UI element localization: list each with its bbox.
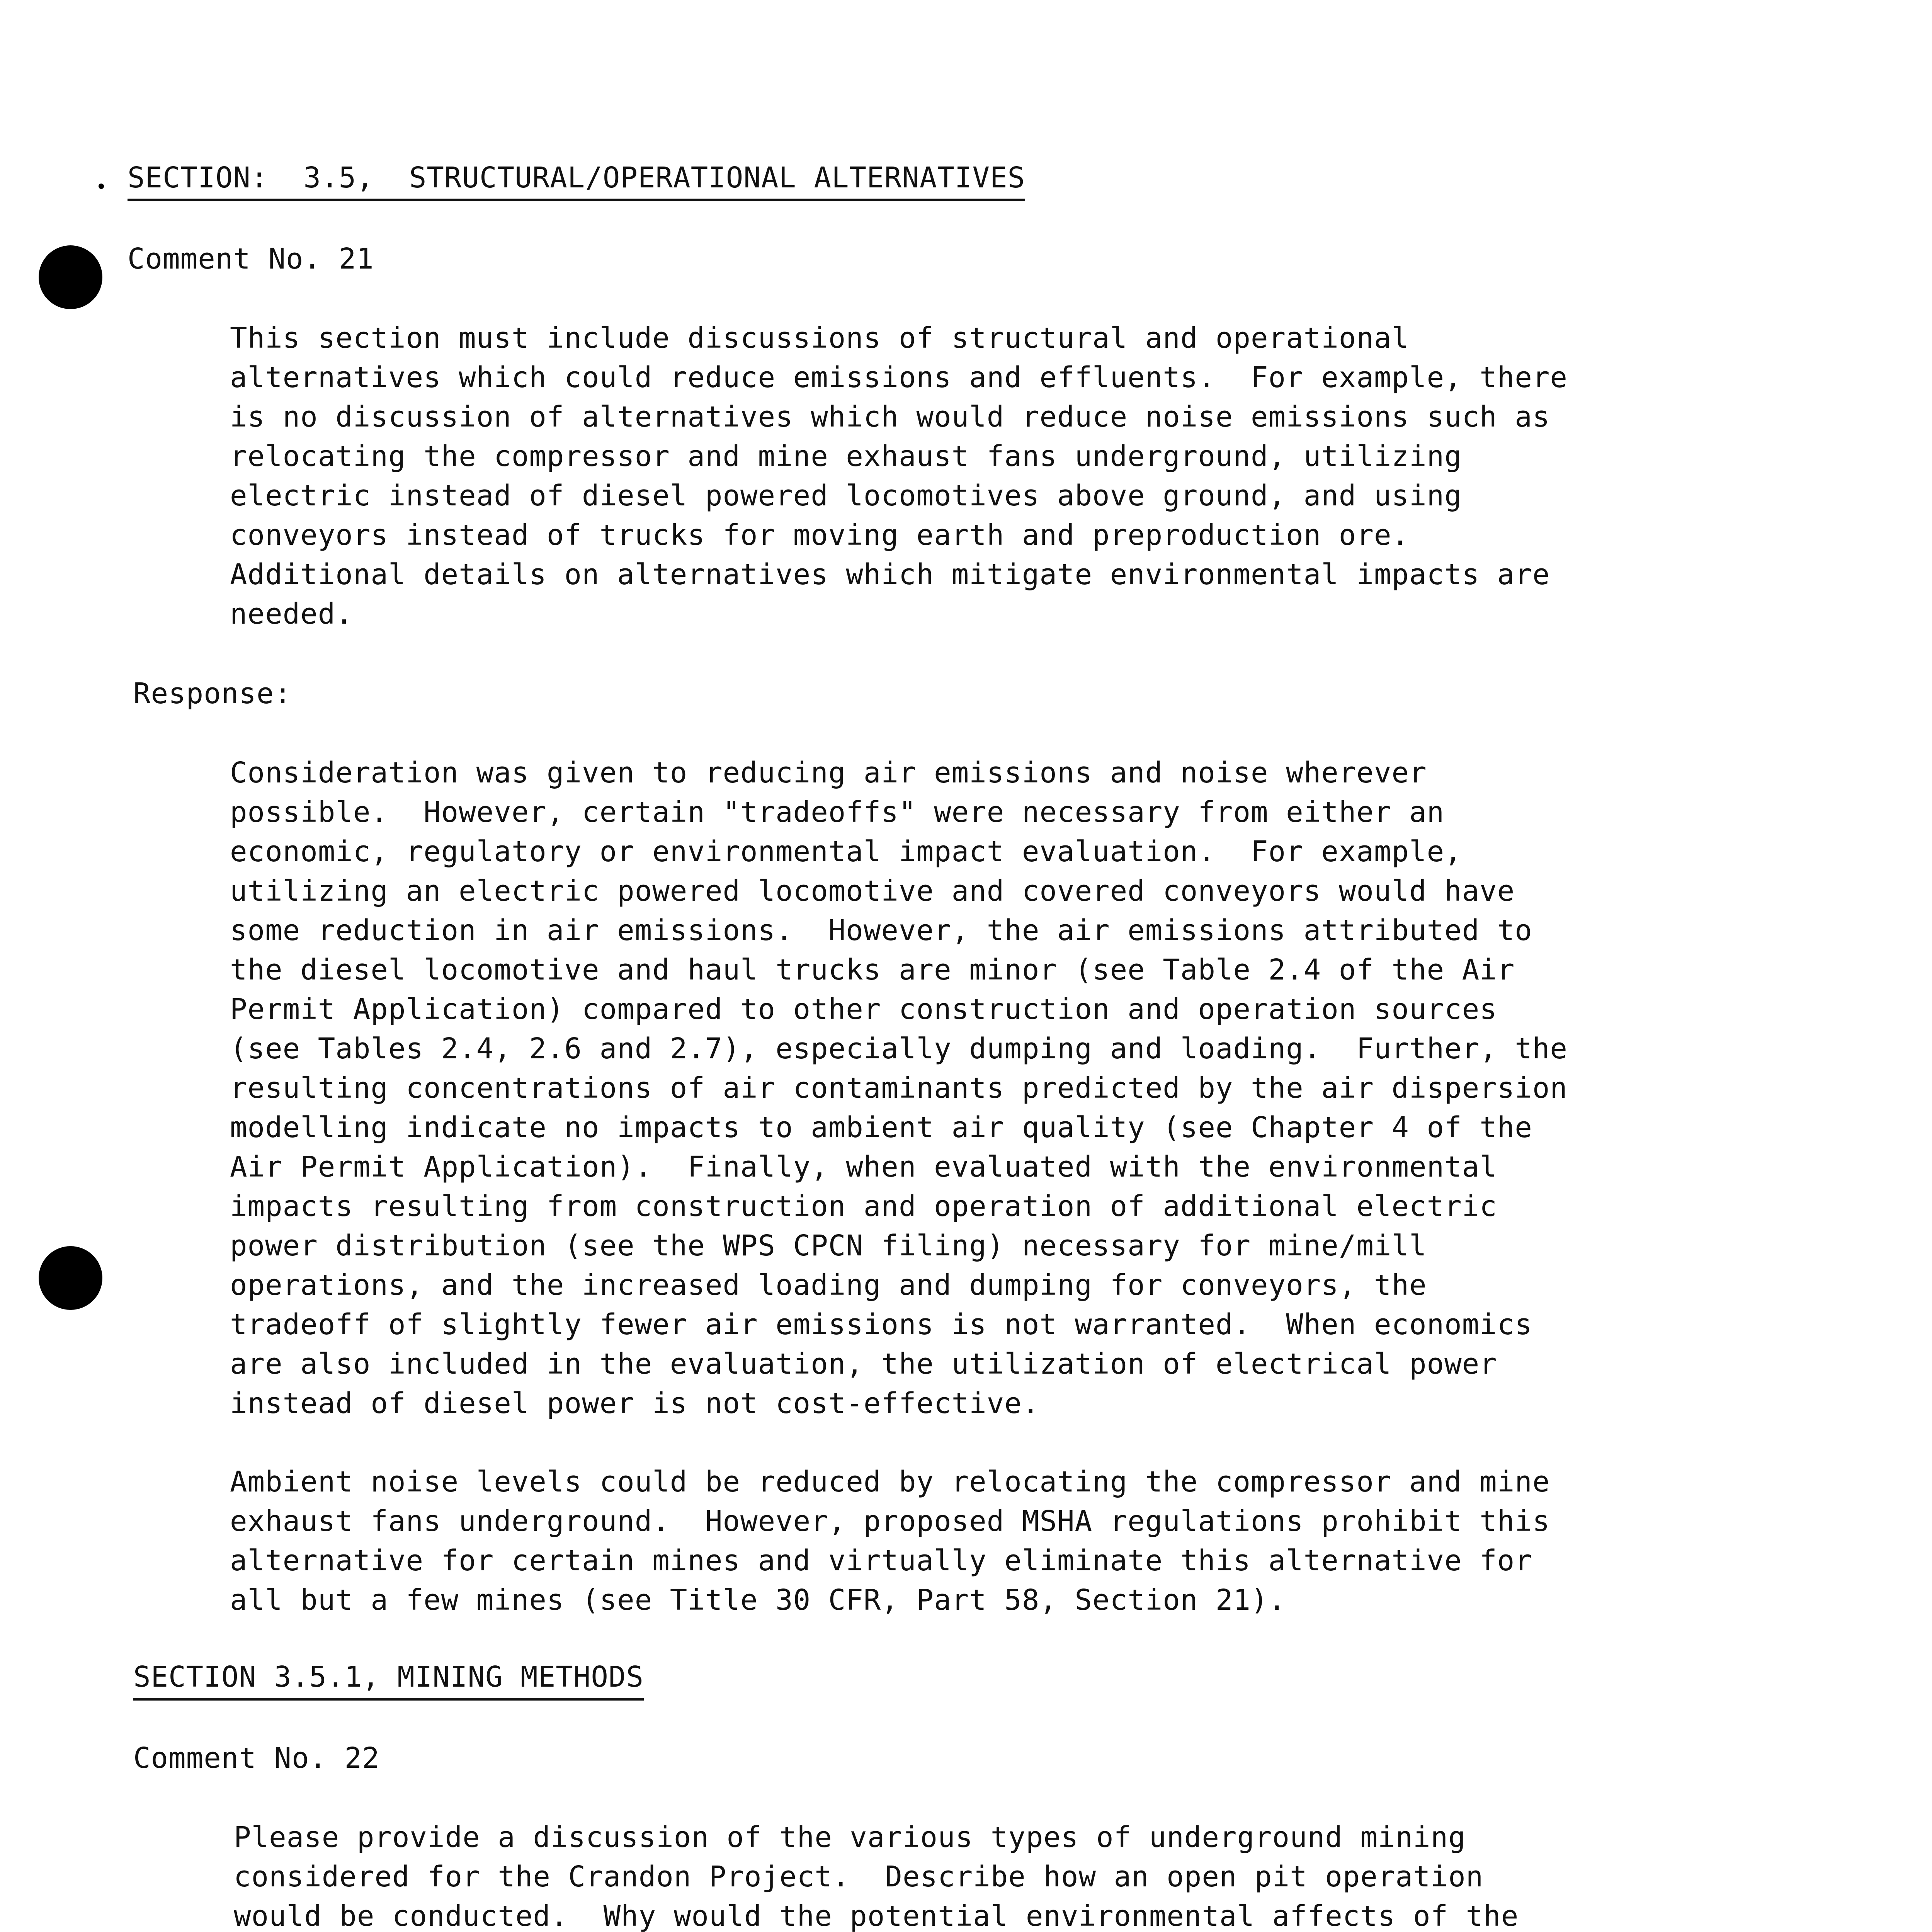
text-line: operations, and the increased loading and dumping for conveyors, the [230,1269,1427,1302]
text-line: alternative for certain mines and virtually eliminate this alternative for [230,1544,1532,1577]
text-line: alternatives which could reduce emissions and effluents. For example, there [230,361,1568,394]
text-line: conveyors instead of trucks for moving earth and preproduction ore. [230,519,1409,552]
text-line: instead of diesel power is not cost-effective. [230,1387,1040,1420]
text-line: This section must include discussions of structural and operational [230,321,1409,355]
text-line: possible. However, certain "tradeoffs" were necessary from either an [230,796,1445,829]
punch-hole-top [39,245,102,309]
text-line: electric instead of diesel powered locomotives above ground, and using [230,479,1462,512]
punch-hole-middle [39,1246,102,1310]
text-line: Air Permit Application). Finally, when evaluated with the environmental [230,1150,1497,1184]
text-line: exhaust fans underground. However, proposed MSHA regulations prohibit this [230,1505,1550,1538]
text-line: modelling indicate no impacts to ambient air quality (see Chapter 4 of the [230,1111,1532,1144]
text-line: some reduction in air emissions. However, the air emissions attributed to [230,914,1532,947]
text-line: impacts resulting from construction and operation of additional electric [230,1190,1497,1223]
text-line: needed. [230,597,353,631]
text-line: economic, regulatory or environmental impact evaluation. For example, [230,835,1462,868]
text-line: considered for the Crandon Project. Describe how an open pit operation [234,1860,1484,1893]
text-line: all but a few mines (see Title 30 CFR, Part 58, Section 21). [230,1583,1286,1617]
response-label: Response: [133,677,292,710]
text-line: the diesel locomotive and haul trucks are minor (see Table 2.4 of the Air [230,953,1515,986]
scan-speck [99,184,104,189]
text-line: are also included in the evaluation, the utilization of electrical power [230,1347,1497,1381]
text-line: tradeoff of slightly fewer air emissions is not warranted. When economics [230,1308,1532,1341]
text-line: Permit Application) compared to other construction and operation sources [230,993,1497,1026]
text-line: relocating the compressor and mine exhaust fans underground, utilizing [230,440,1462,473]
text-line: would be conducted. Why would the potential environmental affects of the [234,1900,1519,1932]
text-line: is no discussion of alternatives which would reduce noise emissions such as [230,400,1550,434]
comment-label: Comment No. 21 [128,242,374,276]
text-line: Ambient noise levels could be reduced by relocating the compressor and mine [230,1465,1550,1498]
text-line: power distribution (see the WPS CPCN filing) necessary for mine/mill [230,1229,1427,1262]
text-line: Consideration was given to reducing air emissions and noise wherever [230,756,1427,789]
text-line: Please provide a discussion of the various types of underground mining [234,1821,1466,1854]
text-line: utilizing an electric powered locomotive and covered conveyors would have [230,874,1515,908]
text-line: (see Tables 2.4, 2.6 and 2.7), especially dumping and loading. Further, the [230,1032,1568,1065]
comment-label: Comment No. 22 [133,1742,380,1775]
text-line: Additional details on alternatives which mitigate environmental impacts are [230,558,1550,591]
text-line: resulting concentrations of air contaminants predicted by the air dispersion [230,1071,1568,1105]
section-heading: SECTION 3.5.1, MINING METHODS [133,1658,644,1701]
section-heading: SECTION: 3.5, STRUCTURAL/OPERATIONAL ALTERNATIVES [128,158,1025,201]
